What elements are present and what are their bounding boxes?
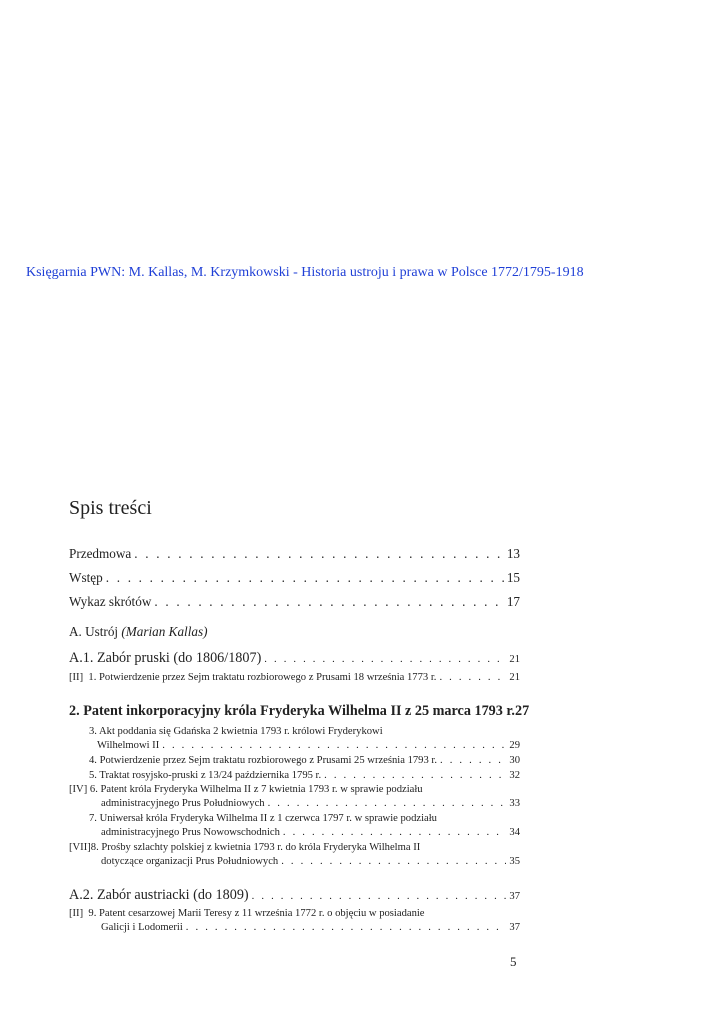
dot-leader bbox=[283, 827, 507, 838]
dot-leader bbox=[106, 570, 504, 586]
toc-entry-label: 5. Traktat rosyjsko-pruski z 13/24 października 1795 r. bbox=[89, 770, 322, 781]
dot-leader bbox=[252, 891, 507, 902]
toc-entry-label: Wstęp bbox=[69, 570, 103, 585]
toc-entry-prefix: [II] bbox=[69, 672, 84, 683]
toc-entry-item8[interactable] bbox=[101, 856, 520, 867]
toc-entry-item7-line1: 7. Uniwersał króla Fryderyka Wilhelma II z 1 czerwca 1797 r. w sprawie podziału bbox=[89, 813, 437, 824]
toc-entry-page: 27 bbox=[514, 703, 530, 719]
toc-entry-label: Przedmowa bbox=[69, 546, 132, 561]
toc-entry-label: Wykaz skrótów bbox=[69, 594, 152, 609]
dot-leader bbox=[134, 546, 504, 562]
dot-leader bbox=[264, 654, 506, 665]
toc-entry-label: A.2. Zabór austriacki (do 1809) bbox=[69, 887, 249, 903]
toc-entry-prefix: [VII] bbox=[69, 842, 91, 853]
page-number: 5 bbox=[510, 954, 517, 969]
toc-entry-label: administracyjnego Prus Południowych bbox=[101, 798, 265, 809]
toc-entry-label: A.1. Zabór pruski (do 1806/1807) bbox=[69, 650, 262, 666]
toc-entry-item1[interactable] bbox=[69, 672, 520, 683]
toc-entry-page: 13 bbox=[506, 546, 520, 561]
toc-title: Spis treści bbox=[69, 497, 152, 519]
dot-leader bbox=[439, 672, 506, 683]
section-a-heading bbox=[69, 624, 207, 640]
dot-leader bbox=[440, 755, 506, 766]
toc-entry-page: 35 bbox=[509, 856, 520, 867]
toc-entry-text: 6. Patent króla Fryderyka Wilhelma II z 7 kwietnia 1793 r. w sprawie podziału bbox=[89, 784, 423, 795]
toc-entry-przedmowa[interactable] bbox=[69, 546, 520, 562]
dot-leader bbox=[324, 770, 506, 781]
toc-entry-item2[interactable] bbox=[69, 703, 530, 720]
toc-entry-text: 8. Prośby szlachty polskiej z kwietnia 1793 r. do króla Fryderyka Wilhelma II bbox=[90, 842, 421, 853]
toc-entry-label: 2. Patent inkorporacyjny króla Fryderyka Wilhelma II z 25 marca 1793 r. bbox=[69, 703, 515, 719]
toc-entry-item6-line1 bbox=[69, 784, 423, 795]
toc-entry-page: 29 bbox=[509, 740, 520, 751]
toc-entry-page: 17 bbox=[506, 594, 520, 609]
toc-entry-page: 34 bbox=[509, 827, 520, 838]
toc-entry-page: 37 bbox=[509, 891, 520, 902]
toc-entry-label: Galicji i Lodomerii bbox=[101, 922, 183, 933]
toc-entry-item3-line1: 3. Akt poddania się Gdańska 2 kwietnia 1793 r. królowi Fryderykowi bbox=[89, 726, 383, 737]
toc-entry-label bbox=[69, 672, 436, 683]
dot-leader bbox=[268, 798, 507, 809]
dot-leader bbox=[162, 740, 506, 751]
toc-entry-wykaz-skrotow[interactable] bbox=[69, 594, 520, 610]
toc-entry-label: dotyczące organizacji Prus Południowych bbox=[101, 856, 279, 867]
toc-entry-item4[interactable] bbox=[89, 755, 520, 766]
toc-entry-page: 15 bbox=[506, 570, 520, 585]
toc-entry-a1[interactable] bbox=[69, 650, 520, 667]
toc-entry-page: 37 bbox=[509, 922, 520, 933]
toc-entry-label: 4. Potwierdzenie przez Sejm traktatu rozbiorowego z Prusami 25 września 1793 r. bbox=[89, 755, 438, 766]
toc-entry-a2[interactable] bbox=[69, 887, 520, 904]
toc-entry-item9-line1 bbox=[69, 908, 425, 919]
toc-entry-text: 1. Potwierdzenie przez Sejm traktatu rozbiorowego z Prusami 18 września 1773 r. bbox=[88, 672, 437, 683]
toc-entry-label: administracyjnego Prus Nowowschodnich bbox=[101, 827, 280, 838]
dot-leader bbox=[186, 922, 507, 933]
toc-entry-item8-line1 bbox=[69, 842, 420, 853]
dot-leader bbox=[154, 594, 503, 610]
toc-entry-item9[interactable] bbox=[101, 922, 520, 933]
toc-entry-item5[interactable] bbox=[89, 770, 520, 781]
toc-entry-page: 30 bbox=[509, 755, 520, 766]
toc-entry-prefix: [II] bbox=[69, 908, 84, 919]
dot-leader bbox=[281, 856, 506, 867]
section-a-author: (Marian Kallas) bbox=[121, 624, 208, 639]
toc-entry-page: 32 bbox=[509, 770, 520, 781]
toc-entry-item7[interactable] bbox=[101, 827, 520, 838]
toc-entry-page: 33 bbox=[509, 798, 520, 809]
toc-entry-item6[interactable] bbox=[101, 798, 520, 809]
toc-entry-prefix: [IV] bbox=[69, 784, 88, 795]
toc-entry-label: Wilhelmowi II bbox=[97, 740, 160, 751]
toc-entry-wstep[interactable] bbox=[69, 570, 520, 586]
toc-entry-page: 21 bbox=[509, 654, 520, 665]
toc-entry-text: 9. Patent cesarzowej Marii Teresy z 11 września 1772 r. o objęciu w posiadanie bbox=[88, 908, 425, 919]
header-link[interactable]: Księgarnia PWN: M. Kallas, M. Krzymkowski - Historia ustroju i prawa w Polsce 1772/1795-1918 bbox=[26, 265, 584, 280]
toc-entry-page: 21 bbox=[509, 672, 520, 683]
section-a-label: A. Ustrój bbox=[69, 624, 119, 639]
toc-entry-item3[interactable] bbox=[97, 740, 520, 751]
